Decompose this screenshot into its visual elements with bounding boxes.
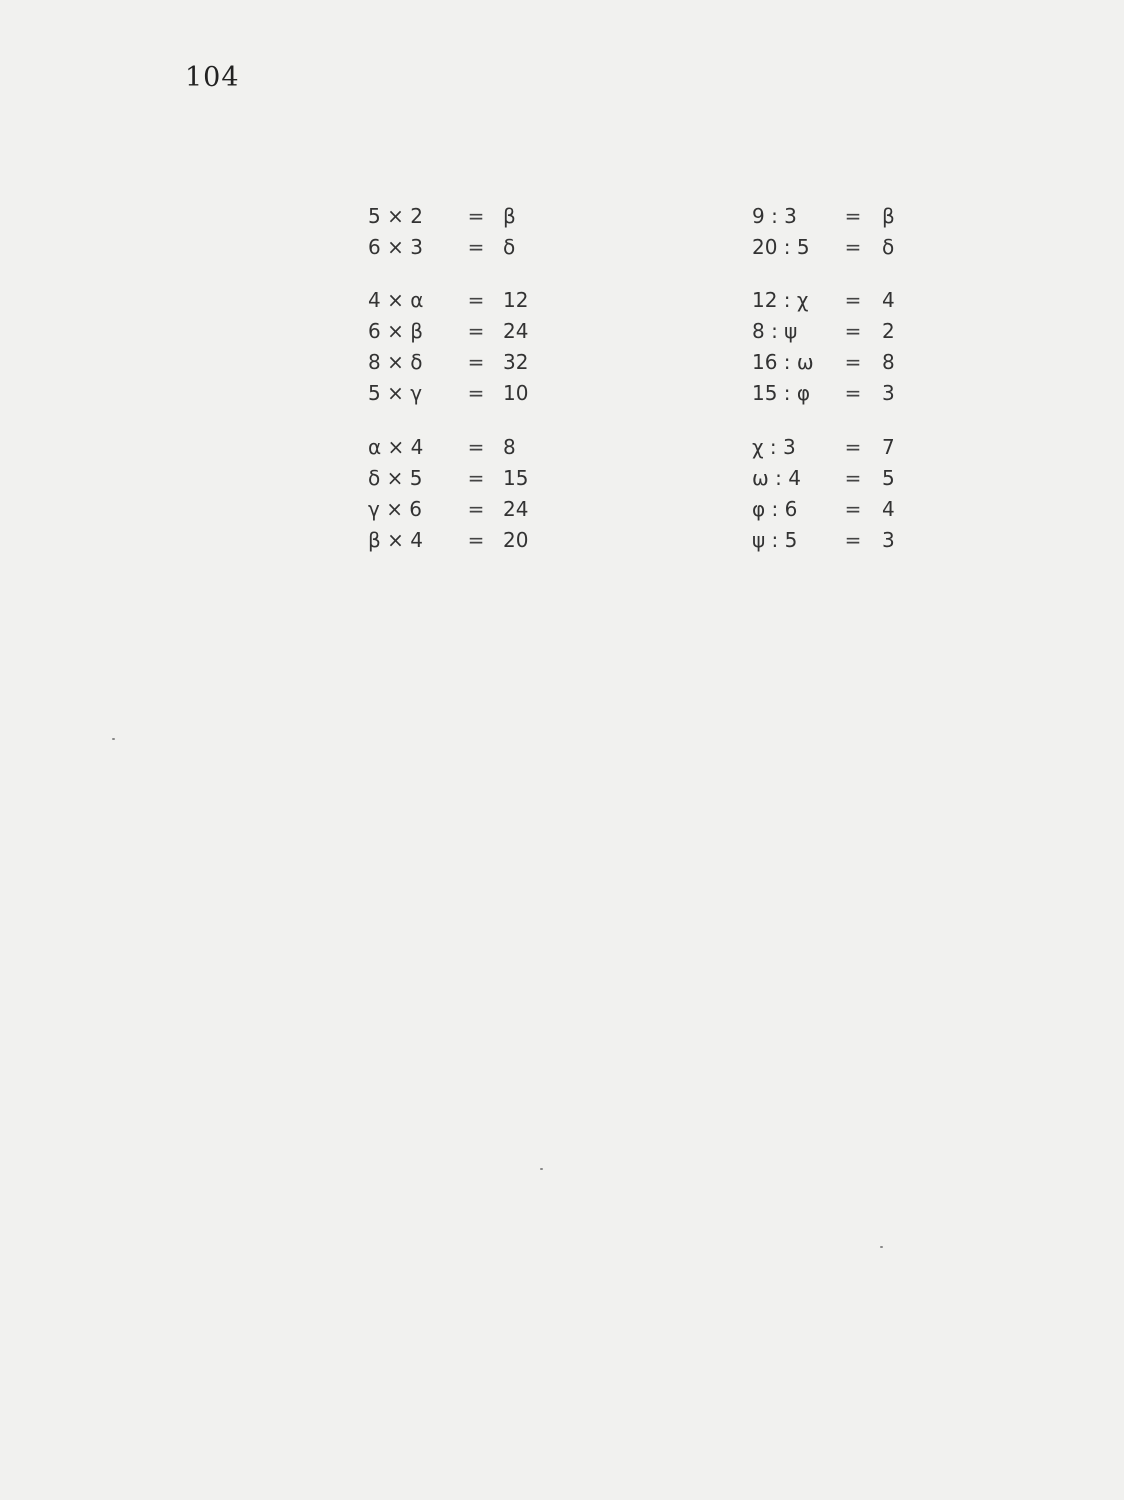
left-equation-group — [368, 284, 563, 408]
right-equation-group — [752, 284, 922, 408]
equation-row — [368, 315, 563, 346]
equation-rhs: 4 — [882, 496, 895, 521]
equals-sign: = — [467, 203, 485, 228]
scan-speck — [540, 1168, 543, 1170]
scan-speck — [880, 1246, 883, 1248]
equation-lhs: δ × 5 — [368, 465, 423, 490]
equation-row — [752, 377, 922, 408]
equation-rhs: 2 — [882, 318, 895, 343]
equation-rhs: 15 — [503, 465, 529, 490]
equation-lhs: 6 × 3 — [368, 234, 423, 259]
equation-lhs: 6 × β — [368, 318, 423, 343]
equation-rhs: β — [882, 203, 895, 228]
equation-lhs: χ : 3 — [752, 434, 796, 459]
equation-lhs: γ × 6 — [368, 496, 423, 521]
equation-lhs: ψ : 5 — [752, 527, 798, 552]
equals-sign: = — [844, 234, 862, 259]
equation-row — [752, 231, 922, 262]
equals-sign: = — [844, 349, 862, 374]
equation-lhs: β × 4 — [368, 527, 423, 552]
equals-sign: = — [844, 318, 862, 343]
equation-row — [368, 284, 563, 315]
equals-sign: = — [844, 527, 862, 552]
equation-rhs: δ — [503, 234, 516, 259]
equation-lhs: 5 × γ — [368, 380, 423, 405]
equals-sign: = — [467, 496, 485, 521]
equation-lhs: 12 : χ — [752, 287, 809, 312]
equation-row — [752, 284, 922, 315]
equation-row — [752, 431, 922, 462]
equals-sign: = — [467, 318, 485, 343]
equation-row — [368, 231, 563, 262]
equation-lhs: ω : 4 — [752, 465, 801, 490]
page-number: 104 — [185, 62, 240, 93]
equation-rhs: 7 — [882, 434, 895, 459]
equation-rhs: δ — [882, 234, 895, 259]
equals-sign: = — [467, 380, 485, 405]
equation-rhs: 3 — [882, 380, 895, 405]
equation-rhs: 12 — [503, 287, 529, 312]
equation-lhs: φ : 6 — [752, 496, 798, 521]
equation-row — [752, 462, 922, 493]
left-equation-group — [368, 431, 563, 555]
right-equation-group — [752, 431, 922, 555]
equation-rhs: 4 — [882, 287, 895, 312]
equation-rhs: 32 — [503, 349, 529, 374]
equation-rhs: 20 — [503, 527, 529, 552]
equation-lhs: 8 : ψ — [752, 318, 798, 343]
equation-row — [368, 524, 563, 555]
equation-rhs: 24 — [503, 496, 529, 521]
left-equation-group — [368, 200, 563, 262]
equation-row — [752, 346, 922, 377]
equals-sign: = — [467, 349, 485, 374]
equals-sign: = — [844, 287, 862, 312]
equation-lhs: 15 : φ — [752, 380, 811, 405]
equation-lhs: 9 : 3 — [752, 203, 797, 228]
equation-lhs: 20 : 5 — [752, 234, 810, 259]
equation-row — [368, 462, 563, 493]
equals-sign: = — [844, 380, 862, 405]
equals-sign: = — [467, 234, 485, 259]
equation-lhs: α × 4 — [368, 434, 424, 459]
equation-rhs: β — [503, 203, 516, 228]
equals-sign: = — [467, 465, 485, 490]
equation-rhs: 10 — [503, 380, 529, 405]
equals-sign: = — [844, 203, 862, 228]
equation-row — [368, 493, 563, 524]
equation-row — [368, 431, 563, 462]
equation-row — [752, 493, 922, 524]
equation-row — [752, 524, 922, 555]
equation-rhs: 3 — [882, 527, 895, 552]
equation-rhs: 8 — [882, 349, 895, 374]
scan-speck — [112, 738, 115, 740]
equation-rhs: 24 — [503, 318, 529, 343]
equation-rhs: 8 — [503, 434, 516, 459]
equation-row — [368, 377, 563, 408]
equation-lhs: 5 × 2 — [368, 203, 423, 228]
equals-sign: = — [844, 465, 862, 490]
equation-lhs: 8 × δ — [368, 349, 423, 374]
equals-sign: = — [844, 434, 862, 459]
equation-row — [752, 200, 922, 231]
equals-sign: = — [844, 496, 862, 521]
equation-lhs: 4 × α — [368, 287, 424, 312]
equals-sign: = — [467, 287, 485, 312]
equation-rhs: 5 — [882, 465, 895, 490]
equals-sign: = — [467, 434, 485, 459]
right-equation-group — [752, 200, 922, 262]
equation-lhs: 16 : ω — [752, 349, 814, 374]
equation-row — [368, 200, 563, 231]
equation-row — [752, 315, 922, 346]
equation-row — [368, 346, 563, 377]
equals-sign: = — [467, 527, 485, 552]
